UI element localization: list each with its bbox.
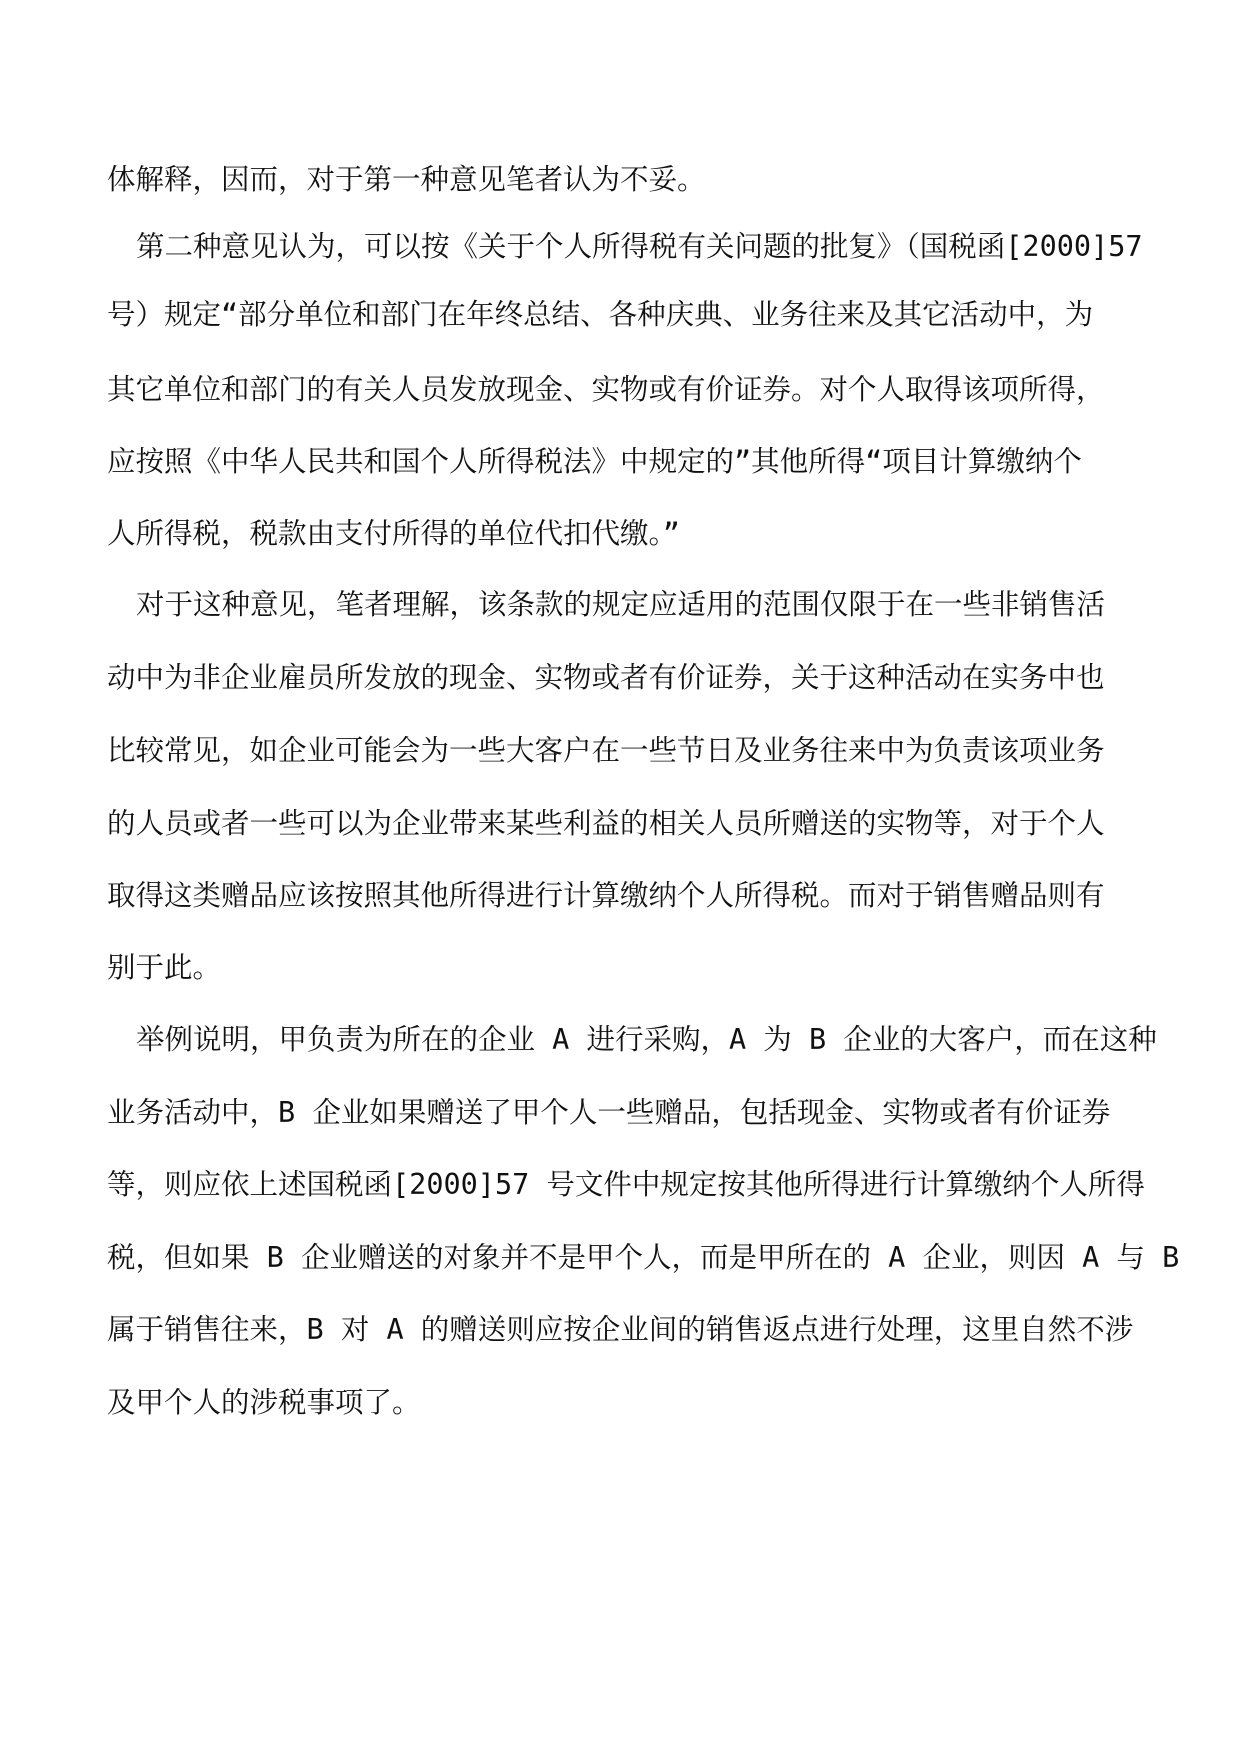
paragraph-line: 属于销售往来，B 对 A 的赠送则应按企业间的销售返点进行处理，这里自然不涉 [107, 1313, 1134, 1346]
paragraph-line: 比较常见，如企业可能会为一些大客户在一些节日及业务往来中为负责该项业务 [107, 734, 1105, 767]
paragraph-line: 其它单位和部门的有关人员发放现金、实物或有价证券。对个人取得该项所得， [107, 373, 1105, 406]
paragraph-line: 号）规定“部分单位和部门在年终总结、各种庆典、业务往来及其它活动中，为 [107, 298, 1094, 331]
paragraph-line: 取得这类赠品应该按照其他所得进行计算缴纳个人所得税。而对于销售赠品则有 [107, 879, 1105, 912]
paragraph-line: 人所得税，税款由支付所得的单位代扣代缴。” [107, 517, 680, 550]
paragraph-line: 第二种意见认为，可以按《关于个人所得税有关问题的批复》（国税函[2000]57 [136, 230, 1143, 263]
paragraph-line: 对于这种意见，笔者理解，该条款的规定应适用的范围仅限于在一些非销售活 [136, 588, 1106, 621]
paragraph-line: 等，则应依上述国税函[2000]57 号文件中规定按其他所得进行计算缴纳个人所得 [107, 1168, 1145, 1201]
paragraph-line: 的人员或者一些可以为企业带来某些利益的相关人员所赠送的实物等，对于个人 [107, 807, 1105, 840]
paragraph-line: 业务活动中，B 企业如果赠送了甲个人一些赠品，包括现金、实物或者有价证券 [107, 1096, 1111, 1129]
paragraph-line: 及甲个人的涉税事项了。 [107, 1386, 421, 1419]
paragraph-line: 举例说明，甲负责为所在的企业 A 进行采购，A 为 B 企业的大客户，而在这种 [136, 1023, 1157, 1056]
paragraph-line: 动中为非企业雇员所发放的现金、实物或者有价证券，关于这种活动在实务中也 [107, 661, 1105, 694]
paragraph-line: 应按照《中华人民共和国个人所得税法》中规定的”其他所得“项目计算缴纳个 [107, 445, 1082, 478]
paragraph-line: 税，但如果 B 企业赠送的对象并不是甲个人，而是甲所在的 A 企业，则因 A 与 B [107, 1241, 1180, 1274]
paragraph-line: 别于此。 [107, 951, 222, 984]
paragraph-line: 体解释，因而，对于第一种意见笔者认为不妥。 [107, 163, 706, 196]
